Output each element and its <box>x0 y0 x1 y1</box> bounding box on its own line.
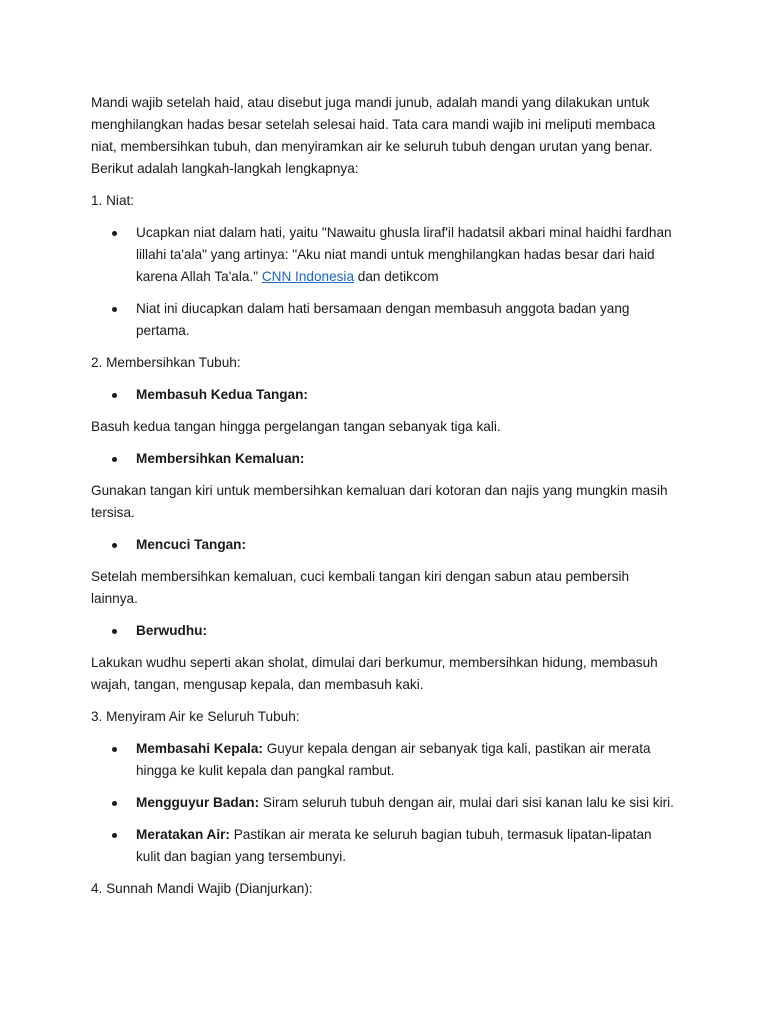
step-description: Setelah membersihkan kemaluan, cuci kembali tangan kiri dengan sabun atau pembersih lainnya. <box>91 569 630 606</box>
item-title: Meratakan Air: <box>136 827 230 842</box>
section-2-heading: 2. Membersihkan Tubuh: <box>91 355 241 370</box>
bullet-icon <box>112 747 117 752</box>
section-1-list <box>91 222 676 342</box>
step-list <box>91 620 676 642</box>
bullet-icon <box>112 307 117 312</box>
step-title: Berwudhu: <box>136 623 207 638</box>
list-item <box>91 534 676 556</box>
bullet-icon <box>112 833 117 838</box>
list-item <box>91 738 676 782</box>
step-description: Basuh kedua tangan hingga pergelangan tangan sebanyak tiga kali. <box>91 419 501 434</box>
cnn-indonesia-link[interactable]: CNN Indonesia <box>261 269 355 284</box>
step-title: Mencuci Tangan: <box>136 537 247 552</box>
list-item-suffix: dan detikcom <box>354 269 439 284</box>
bullet-icon <box>112 543 117 548</box>
item-text: Pastikan air merata ke seluruh bagian tubuh, termasuk lipatan-lipatan kulit dan bagian yang tersembunyi. <box>136 827 652 864</box>
section-4-heading: 4. Sunnah Mandi Wajib (Dianjurkan): <box>91 881 313 896</box>
bullet-icon <box>112 629 117 634</box>
section-3-heading: 3. Menyiram Air ke Seluruh Tubuh: <box>91 709 300 724</box>
bullet-icon <box>112 231 117 236</box>
list-item <box>91 792 676 814</box>
list-item-text: Ucapkan niat dalam hati, yaitu "Nawaitu ghusla liraf'il hadatsil akbari minal haidhi fardhan lillahi ta'ala" yang artinya: "Aku niat mandi untuk menghilangkan hadas besar dari haid karena Allah Ta'ala." <box>136 225 672 284</box>
list-item <box>91 620 676 642</box>
list-item <box>91 824 676 868</box>
list-item <box>91 384 676 406</box>
list-item-text: Niat ini diucapkan dalam hati bersamaan dengan membasuh anggota badan yang pertama. <box>136 301 630 338</box>
item-title: Membasahi Kepala: <box>136 741 263 756</box>
item-title: Mengguyur Badan: <box>136 795 260 810</box>
bullet-icon <box>112 457 117 462</box>
section-1-heading: 1. Niat: <box>91 193 135 208</box>
list-item <box>91 222 676 288</box>
bullet-icon <box>112 801 117 806</box>
list-item <box>91 448 676 470</box>
intro-paragraph: Mandi wajib setelah haid, atau disebut juga mandi junub, adalah mandi yang dilakukan untuk menghilangkan hadas besar setelah selesai haid. Tata cara mandi wajib ini meliputi membaca niat, membersihkan tubuh, dan menyiramkan air ke seluruh tubuh dengan urutan yang benar. Berikut adalah langkah-langkah lengkapnya: <box>91 95 656 176</box>
step-title: Membersihkan Kemaluan: <box>136 451 305 466</box>
step-list <box>91 384 676 406</box>
bullet-icon <box>112 393 117 398</box>
step-description: Lakukan wudhu seperti akan sholat, dimulai dari berkumur, membersihkan hidung, membasuh wajah, tangan, mengusap kepala, dan membasuh kaki. <box>91 655 658 692</box>
step-list <box>91 448 676 470</box>
section-3-list <box>91 738 676 868</box>
item-text: Guyur kepala dengan air sebanyak tiga kali, pastikan air merata hingga ke kulit kepala dan pangkal rambut. <box>136 741 651 778</box>
step-title: Membasuh Kedua Tangan: <box>136 387 308 402</box>
step-description: Gunakan tangan kiri untuk membersihkan kemaluan dari kotoran dan najis yang mungkin masih tersisa. <box>91 483 668 520</box>
list-item <box>91 298 676 342</box>
step-list <box>91 534 676 556</box>
item-text: Siram seluruh tubuh dengan air, mulai dari sisi kanan lalu ke sisi kiri. <box>259 795 674 810</box>
